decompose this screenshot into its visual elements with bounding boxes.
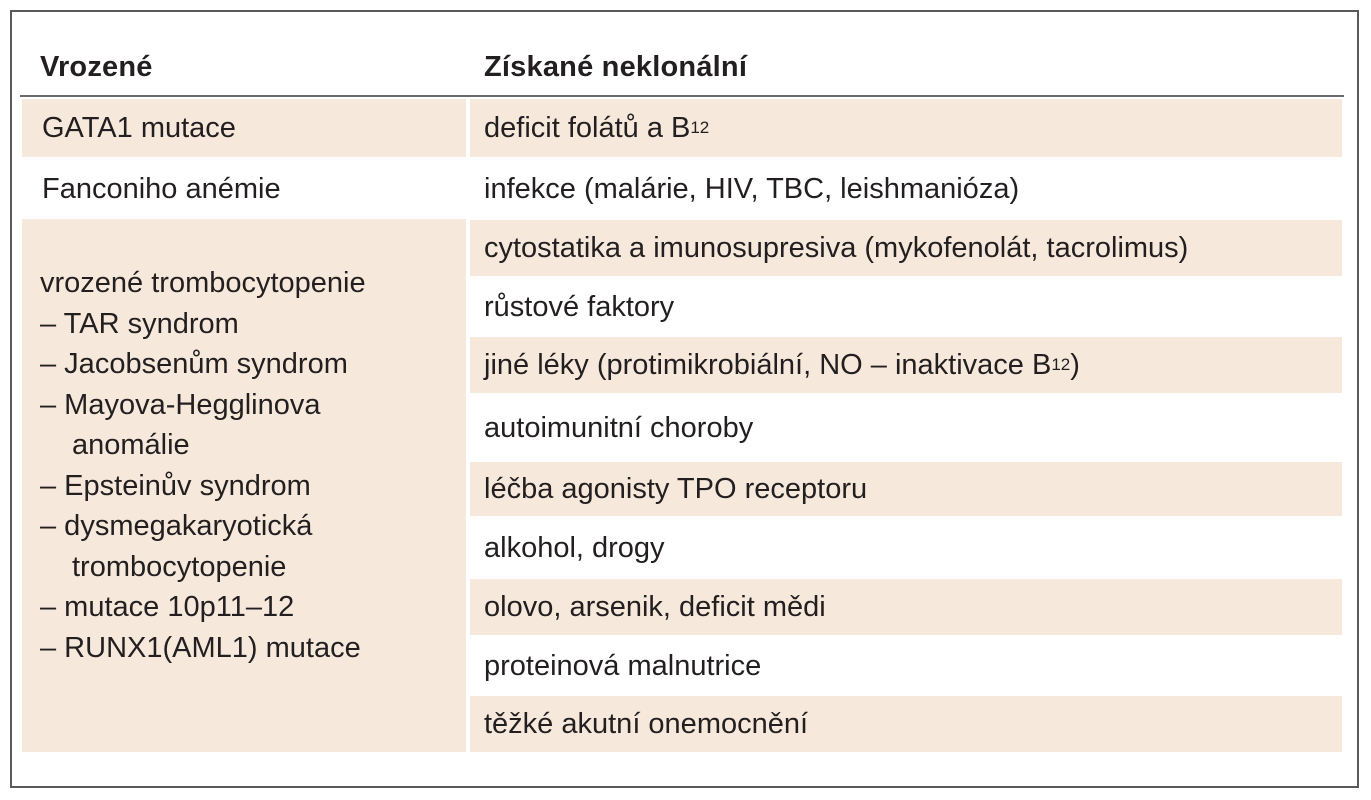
left-block-item: anomálie [72,429,190,461]
right-row-text: infekce (malárie, HIV, TBC, leishmanióza) [484,172,1020,205]
right-row-tail: ) [1070,349,1080,381]
right-row-text: autoimunitní choroby [484,411,754,444]
right-row-text: alkohol, drogy [484,531,665,564]
left-block-item: – Epsteinův syndrom [40,469,311,502]
left-cell-congenital-thrombocytopenia [22,219,466,752]
left-block-item: – TAR syndrom [40,307,239,340]
left-block-title: vrozené trombocytopenie [40,267,366,299]
right-row: jiné léky (protimikrobiální, NO – inaktivace B 12 ) [470,337,1342,393]
right-row [470,396,1342,459]
right-row [470,220,1342,276]
right-row-text: proteinová malnutrice [484,649,762,682]
left-block-item: – RUNX1(AML1) mutace [40,631,361,664]
right-row [470,579,1342,635]
column-header-acquired: Získané neklonální [484,51,748,83]
right-row-text: růstové faktory [484,290,675,323]
right-row-text: cytostatika a imunosupresiva (mykofenolát, tacrolimus) [484,232,1189,264]
right-row [470,519,1342,576]
right-row: deficit folátů a B 12 [470,99,1342,157]
right-row-text: deficit folátů a B [484,112,691,144]
header-rule [20,95,1344,97]
right-row [470,462,1342,516]
left-block-item: – Mayova-Hegglinova [40,388,321,421]
right-row [470,279,1342,334]
left-block-item: – dysmegakaryotická [40,510,313,542]
column-header-congenital: Vrozené [40,51,153,83]
left-block-item: – Jacobsenům syndrom [40,348,348,380]
left-block-item: – mutace 10p11–12 [40,591,295,623]
left-row-fanconi: Fanconiho anémie [42,172,281,205]
right-row [470,160,1342,217]
right-row-text: léčba agonisty TPO receptoru [484,473,868,505]
right-row [470,638,1342,693]
left-row-gata1: GATA1 mutace [22,99,466,157]
right-row-text: olovo, arsenik, deficit mědi [484,591,826,623]
left-block-item: trombocytopenie [72,550,287,583]
right-row-text: těžké akutní onemocnění [484,708,809,740]
right-row-text: jiné léky (protimikrobiální, NO – inaktivace B [484,349,1052,381]
right-row [470,696,1342,752]
